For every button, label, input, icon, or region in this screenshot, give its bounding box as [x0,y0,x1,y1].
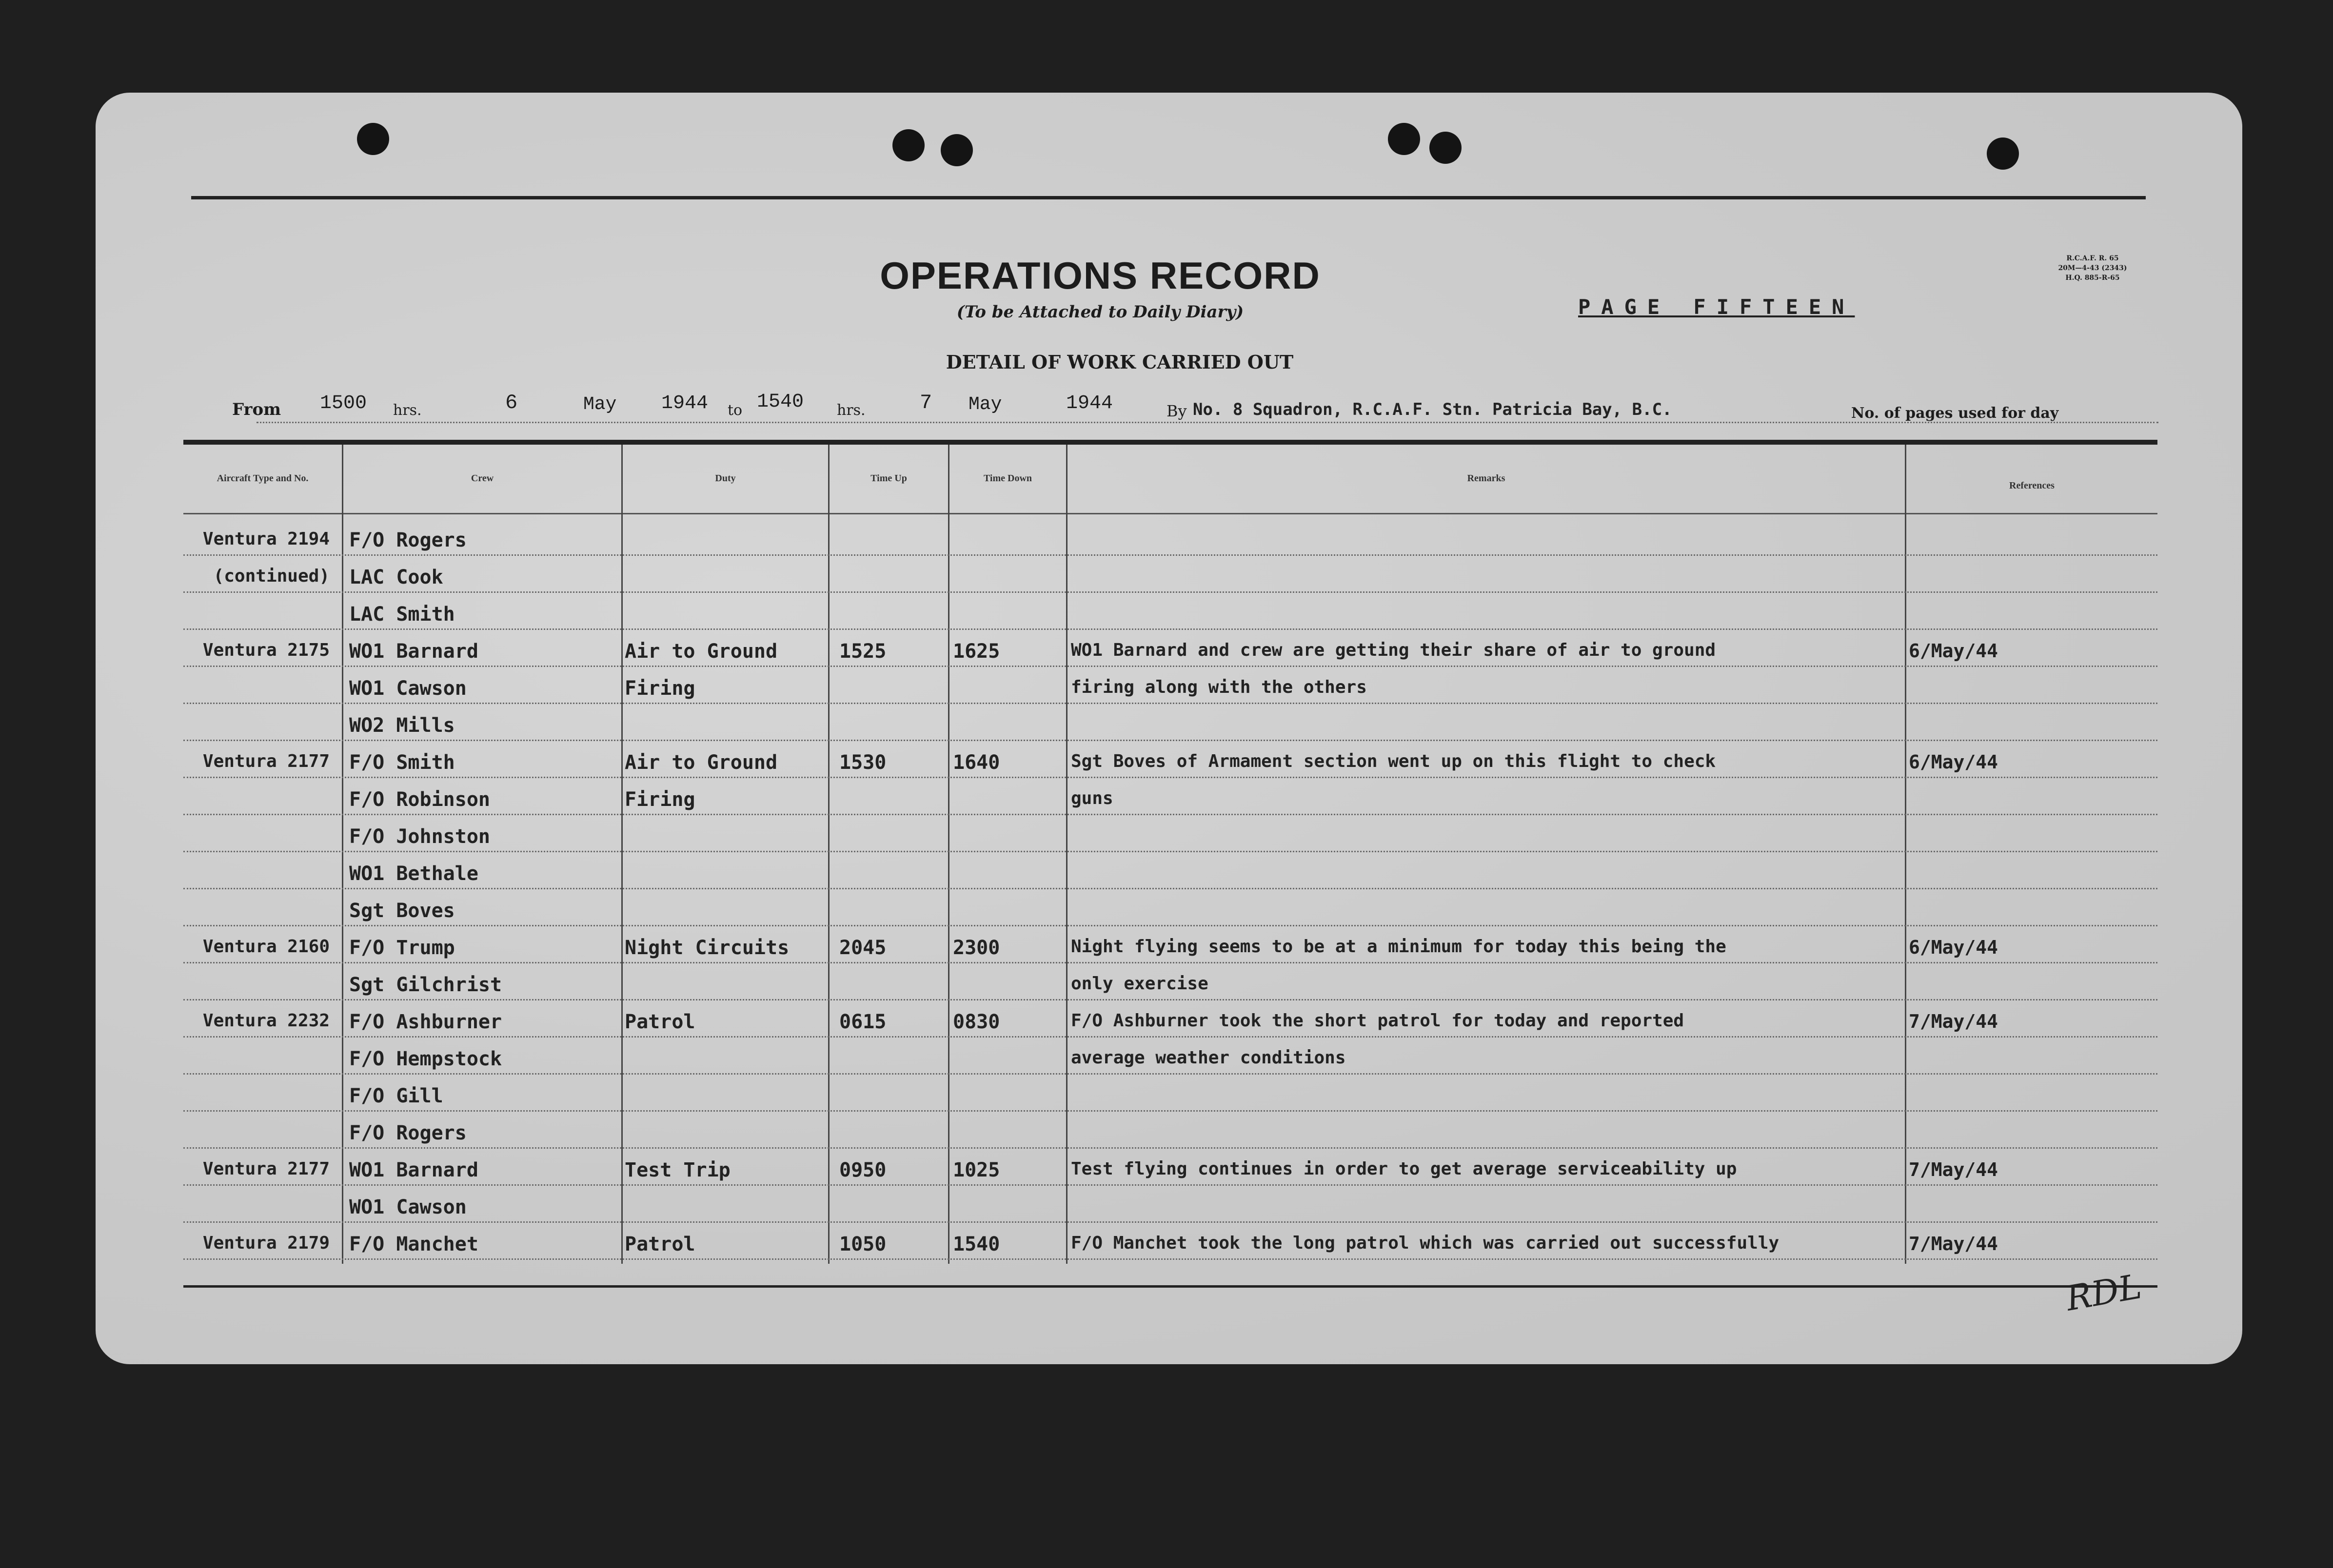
cell-aircraft: Ventura 2160 [202,937,330,957]
cell-reference: 7/May/44 [1909,1011,1998,1032]
row-dotted-line [183,962,2157,963]
row-dotted-line [183,1147,2157,1149]
header-duty: Duty [715,473,736,484]
header-aircraft: Aircraft Type and No. [217,473,309,484]
col-divider [1905,445,1906,1264]
row-dotted-line [183,1221,2157,1223]
page-title: OPERATIONS RECORD [880,254,1321,297]
cell-crew: WO1 Barnard [349,640,478,663]
cell-reference: 6/May/44 [1909,937,1998,958]
cell-remarks: guns [1071,788,1113,808]
cell-crew: F/O Rogers [349,1122,467,1144]
cell-crew: F/O Hempstock [349,1048,502,1070]
by-unit: No. 8 Squadron, R.C.A.F. Stn. Patricia Bay, B.C. [1193,400,1672,419]
cell-time-up: 1050 [839,1233,887,1255]
cell-aircraft: Ventura 2177 [202,751,330,771]
from-day: 6 [505,391,518,414]
cell-crew: F/O Smith [349,751,455,774]
cell-time-up: 0950 [839,1159,887,1181]
row-dotted-line [183,591,2157,593]
punch-hole [1388,123,1420,155]
header-references: References [2009,480,2055,491]
cell-remarks: Sgt Boves of Armament section went up on this flight to check [1071,751,1716,771]
punch-hole [1987,137,2019,170]
row-dotted-line [183,554,2157,556]
row-dotted-line [183,666,2157,667]
cell-crew: WO1 Cawson [349,677,467,700]
page-number: PAGE FIFTEEN [1578,295,1855,319]
row-dotted-line [183,628,2157,630]
punch-hole [1429,132,1462,164]
col-divider [621,445,623,1264]
cell-crew: F/O Robinson [349,788,490,811]
cell-crew: F/O Trump [349,937,455,959]
cell-aircraft: Ventura 2179 [202,1233,330,1253]
cell-crew: WO2 Mills [349,714,455,737]
row-dotted-line [183,851,2157,852]
cell-aircraft: Ventura 2175 [202,640,330,660]
hrs-label: hrs. [393,402,422,419]
cell-remarks: Test flying continues in order to get average serviceability up [1071,1159,1737,1179]
cell-crew: F/O Manchet [349,1233,478,1255]
cell-reference: 6/May/44 [1909,751,1998,773]
to-year: 1944 [1066,392,1113,414]
row-dotted-line [183,925,2157,926]
cell-remarks: F/O Manchet took the long patrol which was carried out successfully [1071,1233,1779,1253]
table-top-rule [183,440,2157,445]
cell-time-down: 1540 [953,1233,1000,1255]
header-time-up: Time Up [870,473,907,484]
hrs-label-2: hrs. [837,402,866,419]
pages-label: No. of pages used for day [1851,405,2059,422]
cell-time-down: 0830 [953,1011,1000,1033]
cell-reference: 6/May/44 [1909,640,1998,662]
cell-crew: F/O Gill [349,1085,443,1107]
cell-duty: Firing [625,788,695,811]
section-heading: DETAIL OF WORK CARRIED OUT [946,351,1294,373]
from-time: 1500 [320,392,367,414]
row-dotted-line [183,740,2157,741]
row-dotted-line [183,1073,2157,1075]
from-month: May [583,394,617,415]
punch-hole [892,129,925,161]
cell-time-down: 1025 [953,1159,1000,1181]
row-dotted-line [183,814,2157,815]
initials-signature: RDL [2063,1266,2145,1319]
punch-hole [357,123,389,155]
cell-crew: Sgt Gilchrist [349,974,502,996]
cell-crew: LAC Cook [349,566,443,588]
cell-reference: 7/May/44 [1909,1233,1998,1254]
cell-remarks: WO1 Barnard and crew are getting their share of air to ground [1071,640,1716,660]
cell-time-up: 1525 [839,640,887,663]
cell-duty: Patrol [625,1233,695,1255]
cell-crew: F/O Johnston [349,825,490,848]
row-dotted-line [183,888,2157,889]
cell-crew: LAC Smith [349,603,455,626]
cell-crew: F/O Ashburner [349,1011,502,1033]
cell-remarks: Night flying seems to be at a minimum for today this being the [1071,937,1726,957]
cell-remarks: only exercise [1071,974,1208,994]
row-dotted-line [183,999,2157,1000]
cell-duty: Air to Ground [625,751,778,774]
to-month: May [969,394,1002,415]
cell-duty: Patrol [625,1011,695,1033]
header-bottom-rule [183,513,2157,514]
col-divider [1066,445,1068,1264]
cell-crew: WO1 Cawson [349,1196,467,1218]
row-dotted-line [183,1184,2157,1186]
row-dotted-line [183,1110,2157,1112]
cell-aircraft: Ventura 2194 [202,529,330,549]
row-dotted-line [183,1036,2157,1038]
cell-crew: F/O Rogers [349,529,467,551]
cell-time-down: 2300 [953,937,1000,959]
header-time-down: Time Down [983,473,1032,484]
cell-remarks: firing along with the others [1071,677,1367,697]
cell-reference: 7/May/44 [1909,1159,1998,1180]
cell-crew: WO1 Bethale [349,862,478,885]
page-subtitle: (To be Attached to Daily Diary) [956,302,1244,322]
cell-remarks: average weather conditions [1071,1048,1346,1068]
row-dotted-line [183,703,2157,704]
to-day: 7 [920,391,932,414]
top-rule [191,196,2146,199]
cell-time-up: 0615 [839,1011,887,1033]
cell-duty: Firing [625,677,695,700]
cell-time-down: 1640 [953,751,1000,774]
cell-crew: WO1 Barnard [349,1159,478,1181]
cell-time-up: 2045 [839,937,887,959]
table-bottom-rule [183,1285,2157,1288]
cell-remarks: F/O Ashburner took the short patrol for today and reported [1071,1011,1684,1031]
punch-hole [941,134,973,166]
to-label: to [728,402,743,419]
by-label: By [1166,402,1187,420]
from-label: From [232,400,281,419]
period-dotted-line [257,422,2158,423]
header-crew: Crew [471,473,494,484]
cell-aircraft: Ventura 2177 [202,1159,330,1179]
cell-duty: Test Trip [625,1159,731,1181]
from-year: 1944 [661,392,709,414]
cell-duty: Air to Ground [625,640,778,663]
form-code: R.C.A.F. R. 65 20M—4-43 (2343) H.Q. 885-R-65 [2058,255,2127,282]
cell-aircraft: Ventura 2232 [202,1011,330,1031]
header-remarks: Remarks [1467,473,1505,484]
operations-record-card [96,93,2242,1364]
col-divider [342,445,343,1264]
row-dotted-line [183,777,2157,778]
cell-duty: Night Circuits [625,937,790,959]
cell-crew: Sgt Boves [349,900,455,922]
row-dotted-line [183,1258,2157,1260]
cell-time-down: 1625 [953,640,1000,663]
col-divider [828,445,830,1264]
cell-aircraft: (continued) [213,566,330,586]
col-divider [948,445,949,1264]
to-time: 1540 [757,391,804,413]
cell-time-up: 1530 [839,751,887,774]
